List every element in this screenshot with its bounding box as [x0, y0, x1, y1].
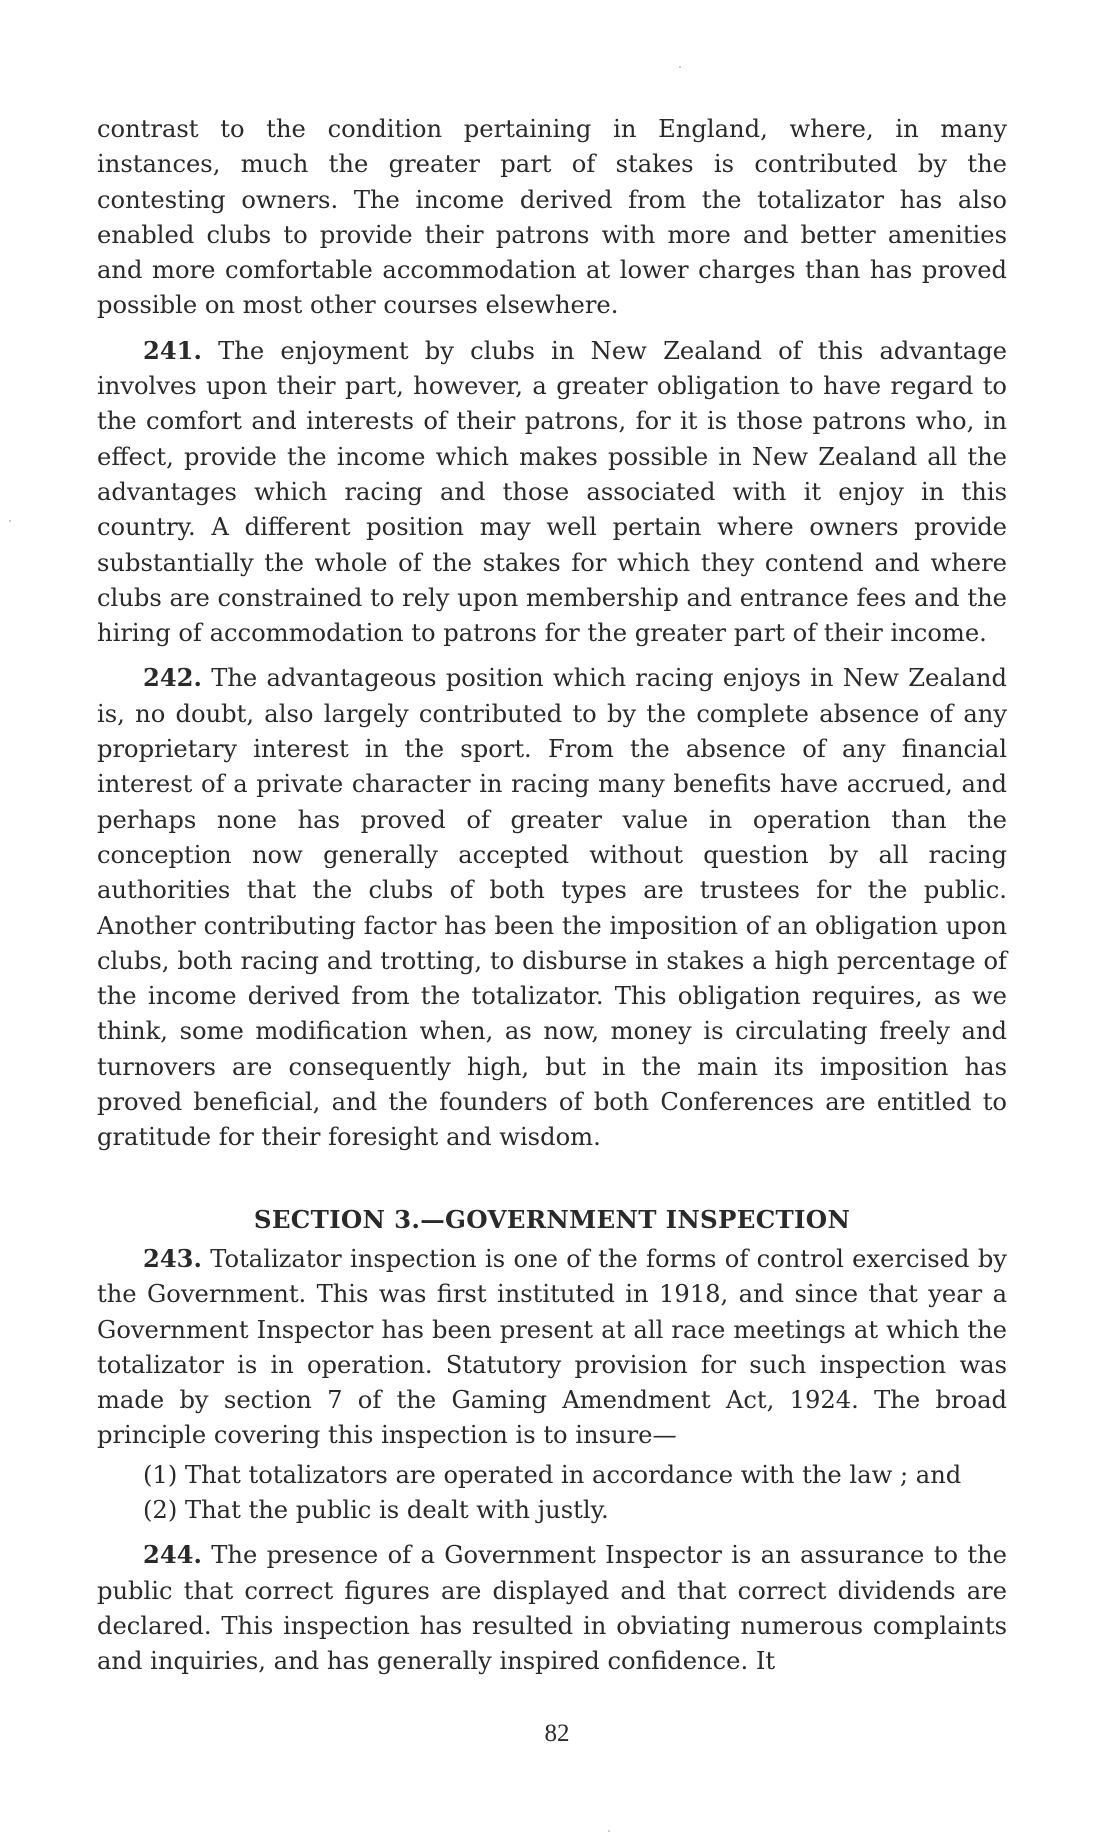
section-heading: SECTION 3.—GOVERNMENT INSPECTION — [253, 1205, 851, 1234]
paragraph-text: Totalizator inspection is one of the forms of control exercised by the Government. This was first instituted in 1918, and since that year a Government Inspector has been present at all race meetings at which the totalizator is in operation. Statutory provision for such inspection was made by section 7 of the Gaming Amendment Act, 1924. The broad principle covering this inspection is to insure— — [97, 1245, 1007, 1450]
body-text-bottom — [97, 1241, 1007, 1680]
paragraph-243 — [97, 1241, 1007, 1454]
continuation-paragraph — [97, 112, 1007, 324]
scan-speck — [679, 66, 681, 68]
paragraph-text: The enjoyment by clubs in New Zealand of this advantage involves upon their part, however, a greater obligation to have regard to the comfort and interests of their patrons, for it is those patrons who, in effect, provide the income which makes possible in New Zealand all the advantages which racing and those associated with it enjoy in this country. A different position may well pertain where owners provide substantially the whole of the stakes for which they contend and where clubs are constrained to rely upon membership and entrance fees and the hiring of accommodation to patrons for the greater part of their income. — [97, 336, 1007, 648]
paragraph-number: 244. — [143, 1540, 202, 1570]
paragraph-number: 241. — [143, 335, 202, 365]
paragraph-text: The presence of a Government Inspector is an assurance to the public that correct figures are displayed and that correct dividends are declared. This inspection has resulted in obviating numerous complaints and inquiries, and has generally inspired confidence. It — [97, 1541, 1007, 1676]
scan-speck — [9, 520, 11, 522]
paragraph-242 — [97, 660, 1007, 1155]
paragraph-number: 243. — [143, 1244, 202, 1273]
list-item: (2) That the public is dealt with justly. — [143, 1496, 609, 1525]
scan-speck — [608, 1830, 610, 1832]
list-item: (1) That totalizators are operated in accordance with the law ; and — [143, 1460, 962, 1489]
paragraph-number: 242. — [143, 663, 202, 693]
paragraph-241 — [97, 333, 1007, 652]
page-number: 82 — [544, 1720, 570, 1747]
body-text-top — [97, 112, 1007, 1156]
continuation-text: contrast to the condition pertaining in England, where, in many instances, much the greater part of stakes is contributed by the contesting owners. The income derived from the totalizator has also enabled clubs to provide their patrons with more and better amenities and more comfortable accommodation at lower charges than has proved possible on most other courses elsewhere. — [97, 115, 1007, 320]
paragraph-244 — [97, 1537, 1007, 1679]
paragraph-text: The advantageous position which racing enjoys in New Zealand is, no doubt, also largely contributed to by the complete absence of any proprietary interest in the sport. From the absence of any financial interest of a private character in racing many benefits have accrued, and perhaps none has proved of greater value in operation than the conception now generally accepted without question by all racing authorities that the clubs of both types are trustees for the public. Another contributing factor has been the imposition of an obligation upon clubs, both racing and trotting, to disburse in stakes a high percentage of the income derived from the totalizator. This obligation requires, as we think, some modification when, as now, money is circulating freely and turnovers are consequently high, but in the main its imposition has proved beneficial, and the founders of both Conferences are entitled to gratitude for their foresight and wisdom. — [97, 664, 1007, 1152]
